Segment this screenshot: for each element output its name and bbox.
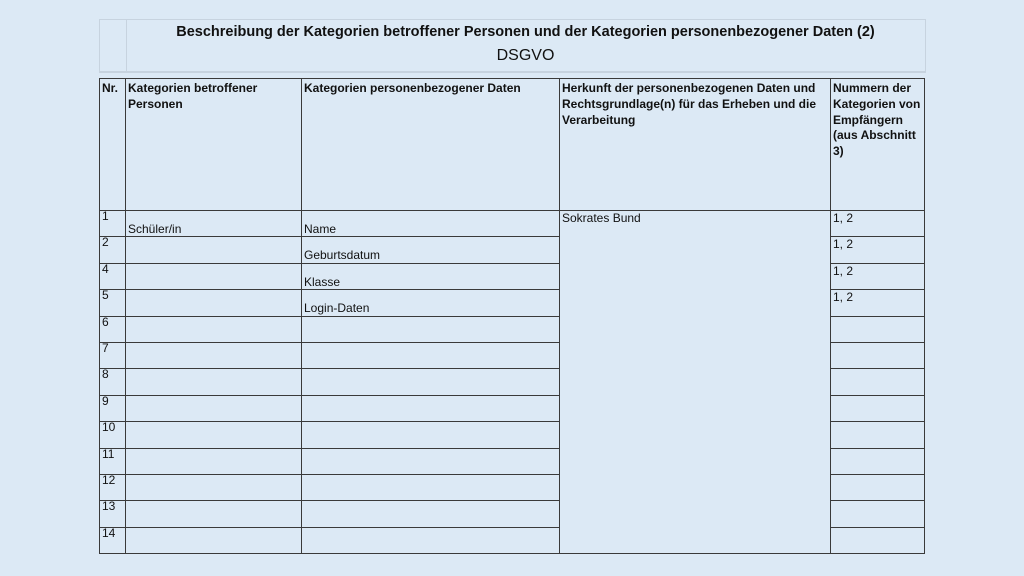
data-category-cell (302, 316, 560, 342)
person-category (128, 290, 299, 302)
recipients-cell (831, 448, 925, 474)
row-number: 2 (100, 237, 126, 263)
header-data: Kategorien personenbezogener Daten (302, 79, 560, 211)
row-number: 5 (100, 290, 126, 316)
person-category-cell (126, 342, 302, 368)
recipients-cell (831, 290, 925, 316)
slide-title: Beschreibung der Kategorien betroffener Personen und der Kategorien personenbezogener Daten (2) (176, 24, 875, 40)
row-number: 13 (100, 501, 126, 527)
data-category (304, 343, 557, 355)
recipients-value (833, 317, 922, 318)
row-number: 10 (100, 422, 126, 448)
row-number: 8 (100, 369, 126, 395)
row-number: 14 (100, 527, 126, 553)
data-category-cell (302, 237, 560, 263)
data-category (304, 501, 557, 513)
data-category: Login-Daten (304, 301, 370, 316)
person-category (128, 528, 299, 540)
person-category: Schüler/in (128, 222, 182, 236)
data-category-cell (302, 211, 560, 237)
person-category (128, 475, 299, 487)
recipients-cell (831, 527, 925, 553)
data-category-cell (302, 263, 560, 289)
recipients-cell (831, 237, 925, 263)
data-category (304, 396, 557, 408)
data-category-cell (302, 527, 560, 553)
person-category-cell (126, 211, 302, 237)
person-category-cell (126, 422, 302, 448)
header-persons: Kategorien betroffener Personen (126, 79, 302, 211)
person-category-cell (126, 237, 302, 263)
person-category (128, 449, 299, 461)
header-origin: Herkunft der personenbezogenen Daten und Rechtsgrundlage(n) für das Erheben und die Verarbeitung (560, 79, 831, 211)
person-category-cell (126, 369, 302, 395)
title-box (99, 19, 926, 73)
data-category-cell (302, 369, 560, 395)
recipients-cell (831, 369, 925, 395)
data-category (304, 422, 557, 434)
slide-subtitle: DSGVO (496, 47, 555, 64)
data-category-cell (302, 501, 560, 527)
recipients-value: 1, 2 (833, 211, 854, 225)
person-category (128, 396, 299, 408)
recipients-value: 1, 2 (833, 290, 854, 305)
row-number: 11 (100, 448, 126, 474)
person-category-cell (126, 448, 302, 474)
recipients-cell (831, 501, 925, 527)
person-category-cell (126, 395, 302, 421)
recipients-cell (831, 422, 925, 448)
table-row (100, 211, 925, 237)
recipients-cell (831, 395, 925, 421)
data-category (304, 369, 557, 381)
row-number: 4 (100, 263, 126, 289)
recipients-value (833, 396, 922, 397)
person-category (128, 369, 299, 381)
data-category (304, 317, 557, 329)
person-category-cell (126, 316, 302, 342)
recipients-value (833, 449, 922, 450)
data-category: Name (304, 222, 337, 236)
person-category (128, 422, 299, 434)
person-category (128, 343, 299, 355)
person-category-cell (126, 474, 302, 500)
data-category-cell (302, 290, 560, 316)
recipients-cell (831, 211, 925, 237)
person-category-cell (126, 290, 302, 316)
row-number: 12 (100, 474, 126, 500)
recipients-value (833, 369, 922, 370)
person-category (128, 264, 299, 276)
origin-value: Sokrates Bund (562, 211, 641, 225)
data-category (304, 528, 557, 540)
person-category (128, 317, 299, 329)
data-category-cell (302, 448, 560, 474)
recipients-value (833, 343, 922, 344)
header-row (100, 79, 925, 211)
person-category (128, 501, 299, 513)
recipients-value (833, 528, 922, 529)
recipients-cell (831, 263, 925, 289)
data-category-cell (302, 422, 560, 448)
header-recipients: Nummern der Kategorien von Empfängern (aus Abschnitt 3) (831, 79, 925, 211)
data-category-cell (302, 342, 560, 368)
recipients-cell (831, 342, 925, 368)
recipients-value: 1, 2 (833, 237, 854, 252)
data-category-cell (302, 474, 560, 500)
origin-cell (560, 211, 831, 554)
row-number: 1 (100, 211, 126, 237)
person-category-cell (126, 263, 302, 289)
recipients-value (833, 422, 922, 423)
data-category-cell (302, 395, 560, 421)
person-category-cell (126, 527, 302, 553)
category-table (99, 78, 925, 554)
data-category: Klasse (304, 274, 341, 289)
row-number: 6 (100, 316, 126, 342)
recipients-value (833, 501, 922, 502)
row-number: 9 (100, 395, 126, 421)
sheet-gridline (99, 71, 925, 72)
header-nr: Nr. (100, 79, 126, 211)
recipients-value (833, 475, 922, 476)
recipients-value: 1, 2 (833, 263, 854, 278)
recipients-cell (831, 474, 925, 500)
data-category (304, 475, 557, 487)
person-category (128, 237, 299, 249)
data-category: Geburtsdatum (304, 248, 381, 263)
person-category-cell (126, 501, 302, 527)
data-category (304, 449, 557, 461)
row-number: 7 (100, 342, 126, 368)
recipients-cell (831, 316, 925, 342)
